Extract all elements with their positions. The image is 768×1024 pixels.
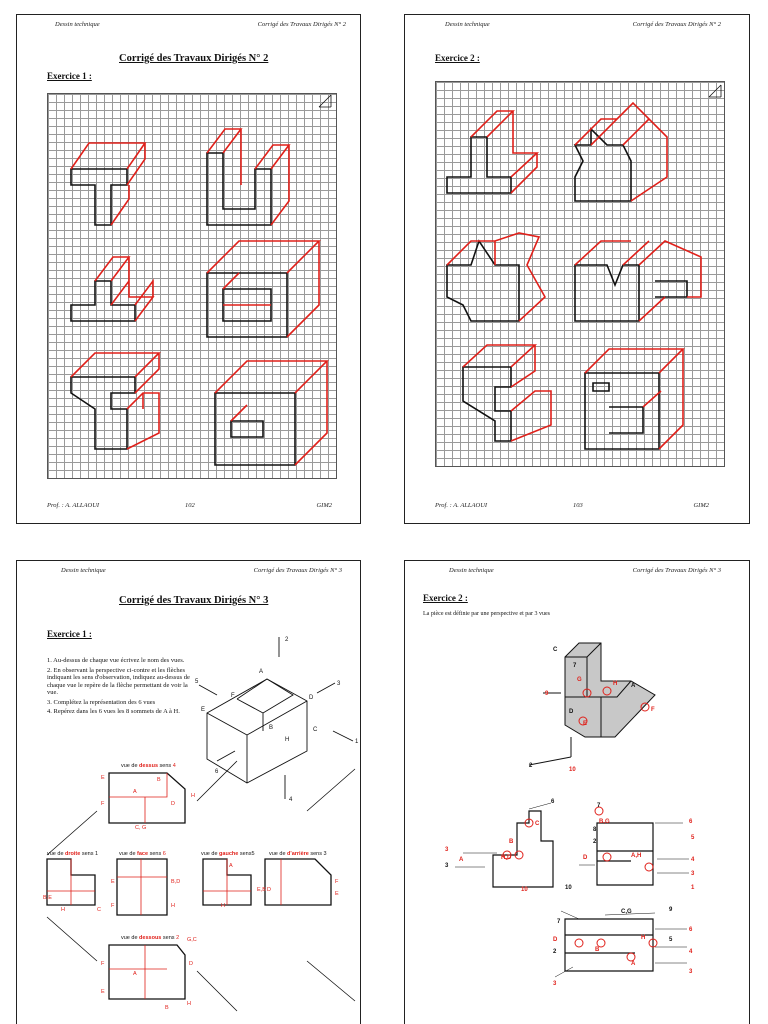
svg-text:2: 2 (529, 763, 533, 769)
svg-text:A: A (631, 961, 636, 967)
svg-text:C: C (535, 821, 540, 827)
footer-author: Prof. : A. ALLAOUI (435, 502, 488, 509)
svg-text:10: 10 (521, 887, 528, 893)
instruction-3: 3. Complétez la représentation des 6 vues (47, 698, 156, 706)
svg-text:E: E (335, 891, 339, 897)
svg-text:F: F (101, 801, 105, 807)
page-header-left: Dessin technique (61, 567, 106, 574)
svg-text:B,D: B,D (171, 879, 181, 885)
svg-text:5: 5 (669, 937, 673, 943)
svg-text:H: H (641, 935, 646, 941)
svg-text:F: F (231, 693, 235, 699)
svg-text:B: B (269, 725, 274, 731)
svg-text:10: 10 (565, 885, 572, 891)
exercise-heading: Exercice 1 : (47, 629, 92, 639)
svg-text:G: G (577, 677, 582, 683)
svg-text:F: F (335, 879, 339, 885)
svg-text:2: 2 (593, 839, 597, 845)
svg-text:H: H (285, 737, 290, 743)
svg-text:4: 4 (689, 949, 693, 955)
svg-text:D: D (267, 887, 271, 893)
svg-text:H: H (613, 681, 618, 687)
page-header-right: Corrigé des Travaux Dirigés N° 2 (632, 21, 721, 28)
svg-text:vue de d'arrière sens 3: vue de d'arrière sens 3 (269, 851, 327, 857)
page-header-left: Dessin technique (449, 567, 494, 574)
svg-text:B,E: B,E (43, 895, 52, 901)
svg-text:E: E (101, 775, 105, 781)
svg-text:B: B (165, 1005, 169, 1011)
svg-text:A: A (133, 971, 137, 977)
page-4 (404, 560, 750, 1024)
svg-text:6: 6 (551, 799, 555, 805)
drawing-t-shape (71, 143, 145, 225)
svg-text:5: 5 (691, 835, 695, 841)
svg-text:9: 9 (545, 691, 549, 697)
page-header-left: Dessin technique (445, 21, 490, 28)
instruction-2: 2. En observant la perspective ci-contre et les flèches indiquant les sens d'observation, indiquez au-dessus de chaque vue le repère de la flèche permettant de voir la vue. (47, 666, 190, 696)
drawing-hook-block (463, 345, 551, 441)
svg-text:F: F (651, 707, 655, 713)
page2-drawings (405, 15, 750, 524)
drawing-step-shape (71, 353, 159, 449)
page-title: Corrigé des Travaux Dirigés N° 2 (119, 53, 269, 64)
drawing-frame-box (207, 241, 319, 337)
svg-text:10: 10 (569, 767, 576, 773)
svg-text:F: F (101, 961, 105, 967)
svg-text:C: C (97, 907, 101, 913)
footer-class: GIM2 (316, 502, 332, 509)
svg-text:vue de dessous sens 2: vue de dessous sens 2 (121, 935, 180, 941)
svg-text:B: B (509, 839, 514, 845)
svg-text:D: D (569, 709, 574, 715)
svg-text:H: H (61, 907, 65, 913)
svg-text:5: 5 (195, 679, 199, 685)
svg-text:8: 8 (593, 827, 597, 833)
svg-text:3: 3 (337, 681, 341, 687)
page-header-left: Dessin technique (55, 21, 100, 28)
svg-text:D: D (171, 801, 175, 807)
drawing-star-block (447, 233, 545, 321)
svg-text:7: 7 (573, 663, 577, 669)
page-1 (16, 14, 361, 524)
drawing-stepped-block (447, 111, 537, 193)
svg-text:A: A (631, 683, 636, 689)
part-three-views (405, 561, 750, 1024)
svg-text:H,D: H,D (501, 855, 512, 861)
footer-page-number: 102 (185, 502, 195, 509)
six-views-drawing (17, 561, 361, 1024)
exercise-heading: Exercice 1 : (47, 71, 92, 81)
page1-drawings (17, 15, 361, 524)
svg-text:C,G: C,G (621, 909, 632, 915)
drawing-cavity-block (585, 349, 683, 449)
drawing-slot-cube (215, 361, 327, 465)
svg-text:F: F (111, 903, 115, 909)
instruction-1: 1. Au-dessus de chaque vue écrivez le nom des vues. (47, 657, 185, 664)
svg-text:B: B (595, 947, 600, 953)
exercise-heading: Exercice 2 : (423, 593, 468, 603)
svg-text:E: E (101, 989, 105, 995)
exercise-subtitle: La pièce est définie par une perspective et par 3 vues (423, 611, 550, 617)
page-header-right: Corrigé des Travaux Dirigés N° 3 (632, 567, 721, 574)
instruction-4: 4. Repérez dans les 6 vues les 8 sommets de A à H. (47, 708, 180, 715)
svg-text:E: E (111, 879, 115, 885)
svg-text:vue de gauche sens5: vue de gauche sens5 (201, 851, 255, 857)
exercise-heading: Exercice 2 : (435, 53, 480, 63)
svg-text:6: 6 (215, 769, 219, 775)
svg-text:C: C (553, 647, 558, 653)
footer-page-number: 103 (573, 502, 583, 509)
svg-text:3: 3 (691, 871, 695, 877)
page-title: Corrigé des Travaux Dirigés N° 3 (119, 595, 269, 606)
svg-text:E: E (201, 707, 206, 713)
svg-text:7: 7 (597, 803, 601, 809)
drawing-notched-block (575, 103, 667, 201)
svg-text:H: H (221, 903, 225, 909)
svg-text:3: 3 (553, 981, 557, 987)
svg-text:vue de droite sens 1: vue de droite sens 1 (47, 851, 99, 857)
svg-text:D: D (309, 695, 314, 701)
svg-text:G,C: G,C (187, 937, 197, 943)
svg-text:1: 1 (691, 885, 695, 891)
footer-class: GIM2 (693, 502, 709, 509)
svg-text:H: H (187, 1001, 191, 1007)
svg-text:vue de dessus sens 4: vue de dessus sens 4 (121, 763, 176, 769)
svg-text:A: A (229, 863, 233, 869)
svg-text:6: 6 (689, 927, 693, 933)
svg-text:1: 1 (355, 739, 359, 745)
footer-author: Prof. : A. ALLAOUI (47, 502, 100, 509)
svg-text:C: C (313, 727, 318, 733)
page-2 (404, 14, 750, 524)
drawing-l-shape (71, 257, 153, 321)
page-header-right: Corrigé des Travaux Dirigés N° 2 (257, 21, 346, 28)
svg-text:D: D (583, 855, 588, 861)
svg-text:3: 3 (445, 847, 449, 853)
drawing-v-block (575, 241, 701, 321)
page-3 (16, 560, 361, 1024)
svg-text:6: 6 (689, 819, 693, 825)
drawing-u-shape (207, 129, 289, 225)
svg-text:3: 3 (445, 863, 449, 869)
svg-text:E,B: E,B (257, 887, 266, 893)
svg-text:A,H: A,H (631, 853, 642, 859)
svg-text:3: 3 (689, 969, 693, 975)
svg-text:2: 2 (553, 949, 557, 955)
svg-text:vue de face sens 6: vue de face sens 6 (119, 851, 166, 857)
svg-text:B: B (157, 777, 161, 783)
svg-text:A: A (133, 789, 137, 795)
svg-text:D: D (189, 961, 193, 967)
svg-text:D: D (553, 937, 558, 943)
svg-text:H: H (191, 793, 195, 799)
svg-text:A: A (259, 669, 264, 675)
svg-text:A: A (459, 857, 464, 863)
svg-text:4: 4 (691, 857, 695, 863)
svg-text:9: 9 (669, 907, 673, 913)
svg-text:E: E (583, 721, 588, 727)
svg-text:H: H (171, 903, 175, 909)
page-header-right: Corrigé des Travaux Dirigés N° 3 (253, 567, 342, 574)
svg-text:7: 7 (557, 919, 561, 925)
svg-text:C, G: C, G (135, 825, 147, 831)
svg-text:2: 2 (285, 637, 289, 643)
svg-text:B,G: B,G (599, 819, 610, 825)
svg-text:4: 4 (289, 797, 293, 803)
